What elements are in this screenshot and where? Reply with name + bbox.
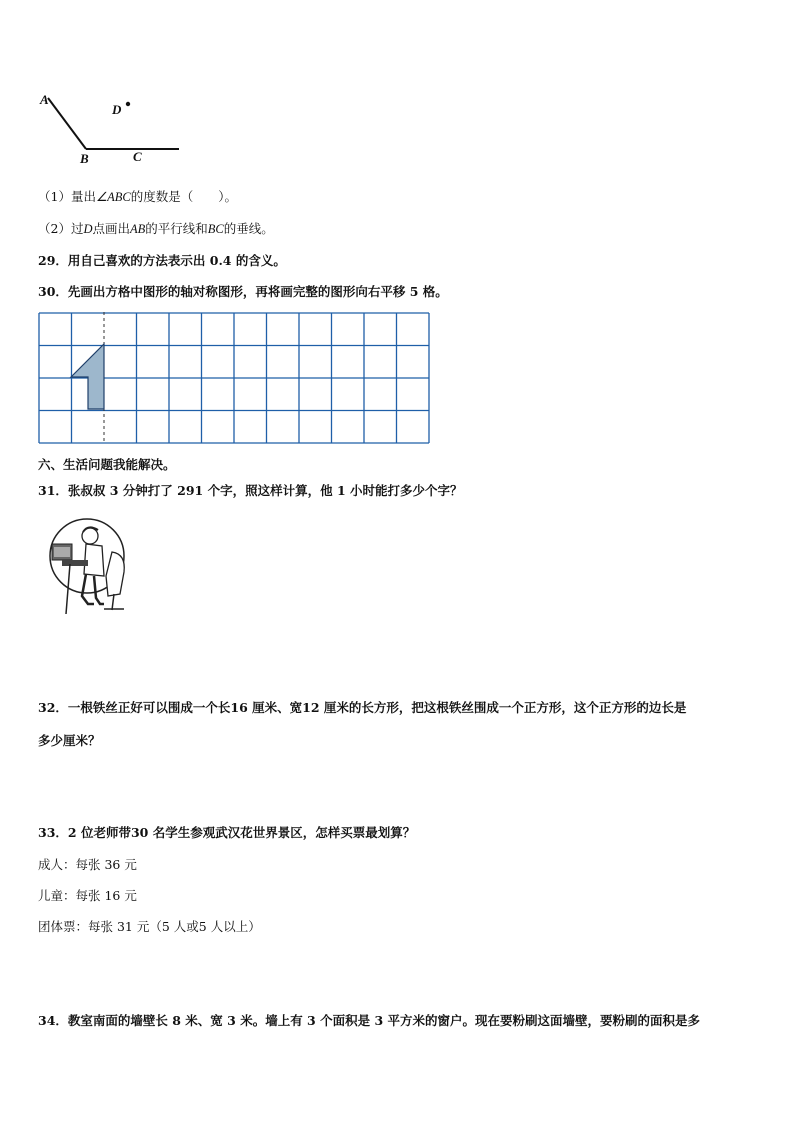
q28-part2-suffix: 的垂线。 (223, 221, 274, 236)
q28-part1 (38, 187, 237, 205)
ticket-child: 儿童：每张 16 元 (38, 888, 137, 903)
question-33: 33．2 位老师带30 名学生参观武汉花世界景区，怎样买票最划算？ (38, 825, 416, 840)
grid-shape (71, 344, 104, 409)
q28-part2-mid1: 点画出 (92, 221, 130, 236)
q28-part1-suffix: 的度数是（ ）。 (130, 189, 238, 204)
ray-ba (48, 98, 86, 149)
q28-part2 (38, 219, 274, 237)
section-6-title: 六、生活问题我能解决。 (38, 457, 176, 472)
question-32-line1: 32．一根铁丝正好可以围成一个长16 厘米、宽12 厘米的长方形，把这根铁丝围成一个正方形，这个正方形的边长是 (38, 700, 687, 715)
label-a: A (40, 92, 49, 107)
q28-segment-ab: AB (130, 222, 146, 236)
label-d: D (112, 102, 122, 117)
question-31: 31．张叔叔 3 分钟打了 291 个字，照这样计算，他 1 小时能打多少个字？ (38, 483, 463, 498)
question-30: 30．先画出方格中图形的轴对称图形，再将画完整的图形向右平移 5 格。 (38, 284, 448, 299)
q28-part1-prefix: （1）量出 (38, 189, 96, 204)
question-32-line2: 多少厘米？ (38, 733, 101, 748)
q28-angle-abc: ∠ABC (95, 190, 131, 204)
label-c: C (133, 149, 142, 164)
q28-segment-bc: BC (207, 222, 224, 236)
q28-part2-mid2: 的平行线和 (145, 221, 208, 236)
point-d (126, 102, 130, 106)
question-34: 34．教室南面的墙壁长 8 米、宽 3 米。墙上有 3 个面积是 3 平方米的窗户。现在要粉刷这面墙壁，要粉刷的面积是多 (38, 1013, 701, 1028)
ticket-adult: 成人：每张 36 元 (38, 857, 137, 872)
label-b: B (80, 151, 89, 166)
ticket-group: 团体票：每张 31 元（5 人或5 人以上） (38, 919, 261, 934)
q28-point-d: D (83, 222, 93, 236)
symmetry-grid (38, 312, 432, 444)
question-29: 29．用自己喜欢的方法表示出 0.4 的含义。 (38, 253, 286, 268)
angle-figure (36, 88, 196, 168)
typing-person-illustration (42, 514, 132, 614)
q28-part2-prefix: （2）过 (38, 221, 84, 236)
